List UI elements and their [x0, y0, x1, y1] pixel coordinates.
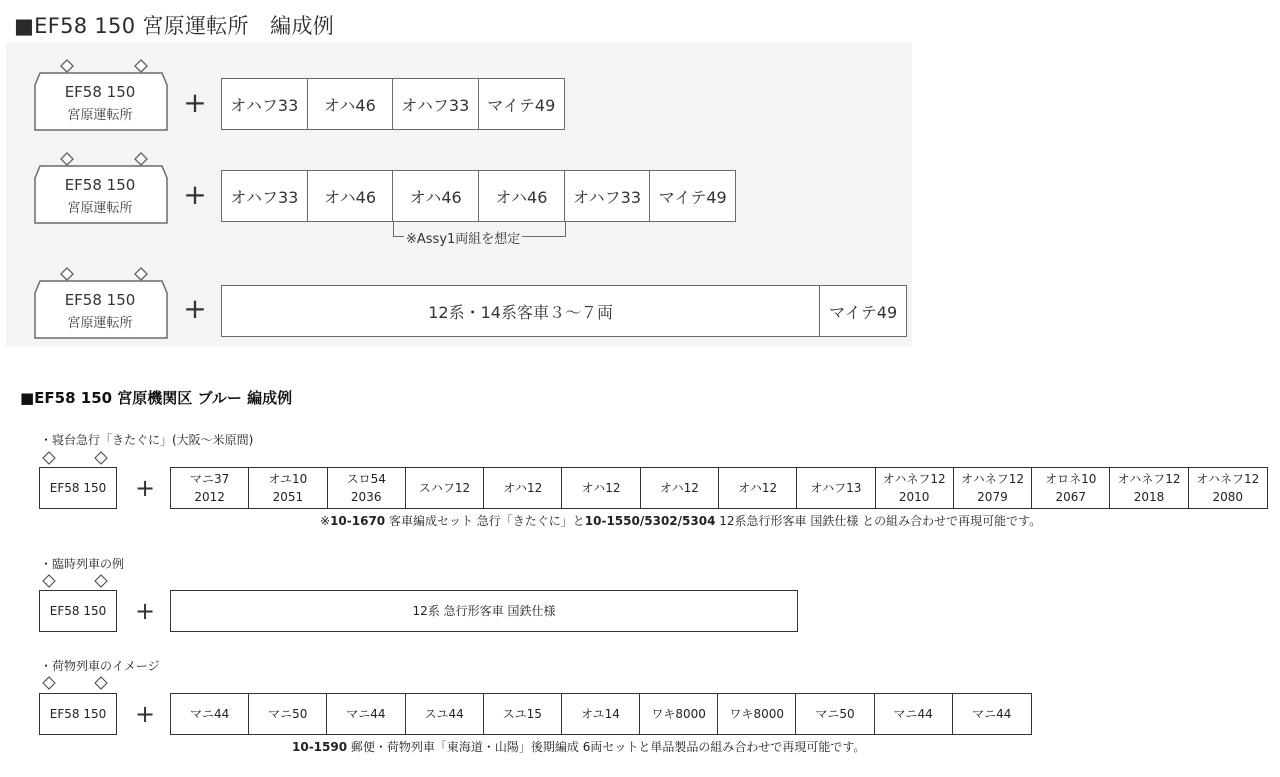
plus-sign: +: [134, 700, 156, 728]
car-cell: [406, 694, 484, 734]
car-cell: マイテ49: [829, 302, 898, 322]
locomotive-ef58-150: [34, 152, 168, 216]
car-cell: [171, 468, 249, 508]
car-name: オユ10: [268, 472, 308, 486]
car-name: オハ12: [581, 481, 621, 495]
consist-row-3: [221, 285, 907, 337]
car-number: 2018: [1133, 490, 1165, 504]
section-subtitle-kitaguni: ・寝台急行「きたぐに」(大阪～米原間): [40, 433, 254, 447]
car-name: スユ15: [502, 707, 542, 721]
plus-sign: +: [183, 86, 207, 119]
car-cell: [1189, 468, 1267, 508]
car-cell: [484, 468, 562, 508]
consist-row-2: [221, 170, 736, 222]
car-cell: [406, 468, 484, 508]
car-cell: [562, 468, 640, 508]
car-cell: [954, 468, 1032, 508]
car-cell: [876, 468, 954, 508]
car-cell: オハフ33: [222, 171, 308, 221]
bottom-section-title: ■EF58 150 宮原機関区 ブルー 編成例: [20, 389, 293, 407]
loco-number: EF58 150: [64, 291, 136, 309]
pantograph-diamond-icons: [40, 451, 120, 465]
car-cell: [641, 468, 719, 508]
car-name: マニ37: [190, 472, 230, 486]
loco-depot: 宮原運転所: [67, 201, 133, 216]
car-cell: 12系・14系客車３～７両: [222, 286, 820, 336]
car-cell: マイテ49: [487, 95, 556, 115]
car-name: オハ12: [659, 481, 699, 495]
pantograph-diamond-icons: [40, 574, 120, 588]
consist-parcel-train: [170, 693, 1032, 735]
car-name: マニ44: [893, 707, 933, 721]
car-name: 12系 急行形客車 国鉄仕様: [412, 604, 556, 618]
locomotive-ef58-150: [34, 267, 168, 331]
car-cell: [562, 694, 640, 734]
section-subtitle-parcel-train: ・荷物列車のイメージ: [40, 659, 160, 673]
car-name: スユ44: [424, 707, 464, 721]
car-cell: [171, 694, 249, 734]
car-cell: オハ46: [393, 171, 479, 221]
car-name: オハ12: [738, 481, 778, 495]
car-name: マニ44: [972, 707, 1012, 721]
car-name: マニ50: [815, 707, 855, 721]
car-name: ワキ8000: [651, 707, 706, 721]
car-name: スロ54: [346, 472, 386, 486]
car-number: 2079: [977, 490, 1008, 504]
car-cell: [796, 694, 874, 734]
plus-sign: +: [134, 597, 156, 625]
car-cell: [875, 694, 953, 734]
car-number: 2010: [898, 490, 930, 504]
loco-depot: 宮原運転所: [67, 108, 133, 123]
car-cell: オハフ33: [565, 171, 651, 221]
plus-sign: +: [183, 292, 207, 325]
car-name: オユ14: [581, 707, 620, 721]
car-name: オハネフ12: [1196, 472, 1260, 486]
car-cell: [640, 694, 718, 734]
car-name: オハフ13: [810, 481, 862, 495]
loco-depot: 宮原運転所: [67, 316, 133, 331]
car-name: オハネフ12: [1117, 472, 1181, 486]
car-number: 2012: [194, 490, 225, 504]
locomotive-ef58-150: EF58 150: [39, 467, 117, 509]
car-name: マニ50: [268, 707, 308, 721]
plus-sign: +: [183, 178, 207, 211]
kitaguni-note: ※10-1670 客車編成セット 急行「きたぐに」と10-1550/5302/5304 12系急行形客車 国鉄仕様 との組み合わせで再現可能です。: [320, 514, 1042, 528]
car-name: スハフ12: [418, 481, 471, 495]
car-cell: [249, 468, 327, 508]
loco-number: EF58 150: [64, 83, 136, 101]
car-cell: [1110, 468, 1188, 508]
car-cell: [327, 694, 405, 734]
parcel-note: 10-1590 郵便・荷物列車「東海道・山陽」後期編成 6両セットと単品製品の組み合わせで再現可能です。: [292, 740, 866, 754]
assy-note: ※Assy1両組を想定: [404, 228, 522, 247]
car-number: 2067: [1055, 490, 1086, 504]
car-cell: マイテ49: [658, 187, 727, 207]
car-cell: オハフ33: [222, 79, 308, 129]
car-cell: [953, 694, 1031, 734]
car-cell: [484, 694, 562, 734]
consist-kitaguni: [170, 467, 1268, 509]
top-section-title: ■EF58 150 宮原運転所 編成例: [14, 14, 335, 38]
car-cell: [171, 591, 797, 631]
car-cell: オハフ33: [393, 79, 479, 129]
car-name: オハ12: [503, 481, 543, 495]
car-cell: [797, 468, 875, 508]
pantograph-diamond-icons: [40, 676, 120, 690]
car-name: マニ44: [189, 707, 230, 721]
section-subtitle-special-train: ・臨時列車の例: [40, 557, 125, 571]
consist-row-1: [221, 78, 565, 130]
car-cell: [719, 468, 797, 508]
car-number: 2080: [1212, 490, 1244, 504]
car-cell: [328, 468, 406, 508]
locomotive-ef58-150: EF58 150: [39, 693, 117, 735]
loco-number: EF58 150: [64, 176, 136, 194]
car-name: オハネフ12: [960, 472, 1024, 486]
car-cell: オハ46: [308, 171, 394, 221]
car-name: マニ44: [346, 707, 386, 721]
car-cell: [718, 694, 796, 734]
car-number: 2036: [350, 490, 382, 504]
locomotive-ef58-150: EF58 150: [39, 590, 117, 632]
car-cell: オハ46: [308, 79, 394, 129]
car-name: ワキ8000: [729, 707, 785, 721]
car-cell: オハ46: [479, 171, 565, 221]
car-name: オロネ10: [1045, 472, 1097, 486]
car-cell: [1032, 468, 1110, 508]
plus-sign: +: [134, 474, 156, 502]
car-number: 2051: [272, 490, 304, 504]
consist-special-train: [170, 590, 798, 632]
car-name: オハネフ12: [882, 472, 946, 486]
car-cell: [249, 694, 327, 734]
locomotive-ef58-150: [34, 59, 168, 123]
